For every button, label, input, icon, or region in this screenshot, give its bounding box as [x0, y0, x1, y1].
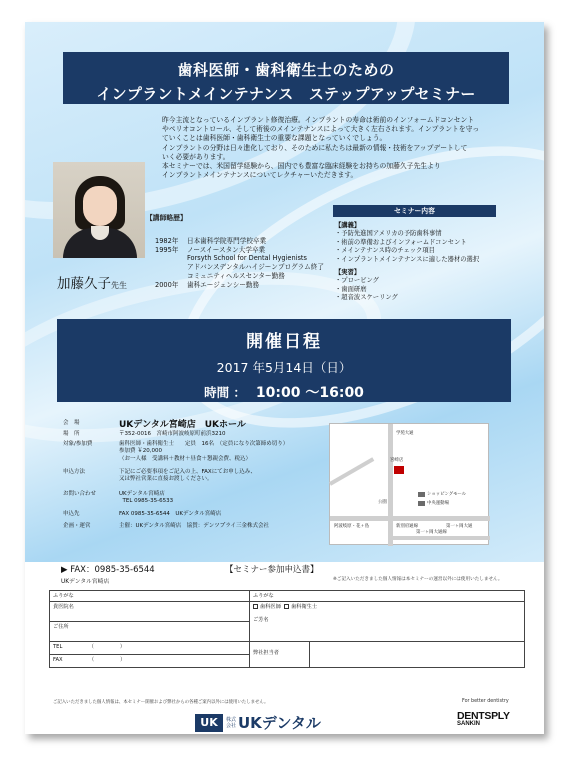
profile-text: アドバンスデンタルハイジーンプログラム終了 — [187, 263, 324, 272]
uk-dental-logo — [195, 712, 321, 733]
map-label: 第一ヶ岡大通 — [446, 524, 473, 529]
dentsply-logo — [457, 710, 510, 727]
profile-row — [155, 254, 355, 263]
lecture-item: ・インプラントメインテナンスに適した器材の選択 — [335, 255, 480, 263]
speaker-name — [57, 272, 127, 292]
form-label: （ ） — [88, 644, 126, 650]
info-row — [63, 511, 343, 518]
map-label: 公園 — [378, 500, 387, 505]
form-label: ご芳名 — [253, 617, 269, 623]
map-label: ショッピングモール — [427, 492, 467, 497]
info-row — [63, 469, 343, 483]
uk-name: UKデンタル — [238, 714, 321, 732]
intro-line: やペリオコントロール、そして術後のメインテナンスによって大きく左右されます。インプラントを守っ — [162, 125, 480, 134]
map-road — [329, 457, 374, 485]
map-road — [390, 536, 490, 540]
map-label: 新別府通線 — [396, 524, 418, 529]
tel-field[interactable] — [50, 642, 250, 655]
profile-year — [155, 263, 187, 272]
apply-text: 又は弊社営業に直接お渡しください。 — [119, 476, 213, 483]
fax-text: FAX：0985-35-6544 — [70, 565, 155, 575]
form-label: ふりがな — [53, 593, 74, 599]
lecture-item: ・術前の準備およびインフォームドコンセント — [335, 238, 467, 246]
map-road — [330, 516, 490, 521]
tagline: For better dentistry — [462, 699, 509, 704]
profile-row — [155, 246, 355, 255]
form-label: FAX — [53, 657, 63, 663]
fax-store: UKデンタル宮崎店 — [61, 579, 110, 585]
time-value: 10:00 〜16:00 — [255, 385, 364, 401]
intro-line: 本セミナーでは、米国留学経験から、国内でも豊富な臨床経験をお持ちの加藤久子先生より — [162, 162, 441, 171]
flyer-sheet — [25, 22, 544, 734]
info-label: 会 場 — [63, 420, 80, 426]
intro-text — [162, 116, 507, 180]
map-label: 中央運動場 — [427, 501, 449, 506]
form-label: 歯科医師 — [260, 604, 281, 610]
map-building — [418, 501, 425, 506]
contents-list — [335, 222, 535, 303]
uk-corp: 株式会社 — [226, 716, 237, 729]
organizer: 主催：UKデンタル宮崎店 協賛：デンツプライ三金株式会社 — [119, 522, 270, 529]
map-label: 第一ヶ岡大通線 — [416, 530, 447, 535]
form-label: 貴医院名 — [53, 604, 74, 610]
info-value — [119, 469, 343, 483]
target-text: 歯科医師・歯科衛生士 定員 16名 （定員になり次第締め切り） — [119, 441, 289, 448]
practice-heading: 【実習】 — [335, 269, 361, 277]
info-row — [63, 420, 343, 431]
fax-field[interactable] — [50, 655, 250, 668]
form-label: TEL — [53, 644, 63, 650]
fax-number — [61, 563, 155, 585]
profile-row — [155, 272, 355, 281]
title-line-2: インプラントメインテナンス ステップアップセミナー — [96, 85, 476, 103]
info-label: 申込先 — [63, 510, 80, 517]
profile-year: 1995年 — [155, 245, 179, 254]
info-label: 対象/参加費 — [63, 441, 93, 448]
profile-text: ノースイースタン大学卒業 — [187, 245, 266, 254]
info-row — [63, 441, 343, 463]
contact-tel: TEL 0985-35-6533 — [122, 498, 174, 505]
practice-item: ・超音波スケーリング — [335, 294, 398, 302]
contents-heading: セミナー内容 — [333, 205, 496, 217]
intro-line: いく必要があります。 — [162, 152, 230, 161]
privacy-note: ご記入いただきました個人情報は、本セミナー開催および弊社からの各種ご案内以外には使用いたしません。 — [53, 700, 269, 705]
info-label: 企画・運営 — [63, 522, 91, 529]
info-value — [119, 441, 343, 463]
schedule-heading: 開催日程 — [246, 332, 322, 352]
profile-heading: 【講師略歴】 — [146, 214, 187, 222]
speaker-name-text: 加藤久子 — [57, 276, 111, 292]
form-label: 弊社担当者 — [253, 650, 279, 656]
form-note: ※ご記入いただきました個人情報は本セミナーの運営以外には使用いたしません。 — [333, 577, 503, 582]
profile-list — [155, 237, 355, 289]
address-field[interactable] — [50, 622, 250, 642]
intro-line: インプラントメインテナンスについてレクチャーいただきます。 — [162, 171, 358, 180]
schedule-band — [57, 319, 511, 402]
info-row — [63, 491, 343, 505]
lecture-item: ・予防先進国アメリカの予防歯科事情 — [335, 230, 442, 238]
form-title: 【セミナー参加申込書】 — [225, 565, 319, 575]
profile-year — [155, 254, 187, 263]
speaker-photo — [53, 162, 145, 258]
schedule-date: 2017 年5月14日（日） — [216, 360, 352, 375]
map-label: 宮崎店 — [390, 458, 404, 463]
lecture-heading: 【講義】 — [335, 222, 361, 229]
map-label: 阿波岐原・花ヶ島 — [334, 524, 370, 529]
application-form — [49, 590, 525, 668]
checkbox-dentist[interactable] — [253, 604, 258, 609]
dentsply-name: DENTSPLY — [457, 710, 510, 722]
store-marker — [394, 466, 404, 474]
profile-row — [155, 237, 355, 246]
uk-mark: UK — [195, 714, 223, 732]
apply-fax: FAX 0985-35-6544 UKデンタル宮崎店 — [119, 510, 222, 517]
apply-text: 下記にご必要事項をご記入の上、FAXにてお申し込み、 — [119, 468, 257, 475]
fee-text: 参加費 ￥20,000 — [119, 448, 162, 455]
info-value — [119, 491, 343, 505]
furigana-cell[interactable] — [50, 591, 250, 602]
intro-line: インプラントの分野は日々進化しており、そのために私たちは最新の情報・技術をアップデートして — [162, 143, 468, 152]
access-map — [329, 423, 489, 545]
sankin-name: SANKIN — [457, 721, 481, 727]
intro-line: 昨今主流となっているインプラント修復治療。インプラントの寿命は術前のインフォームドコンセント — [162, 116, 475, 124]
profile-year: 2000年 — [155, 280, 179, 289]
profile-year — [155, 272, 187, 281]
form-label: ご住所 — [53, 624, 69, 630]
title-band — [63, 52, 509, 104]
info-label: 場 所 — [63, 431, 80, 437]
staff-field[interactable] — [310, 642, 525, 668]
info-row — [63, 431, 343, 438]
staff-label-cell — [250, 642, 310, 668]
venue-name: UKデンタル宮崎店 UKホール — [119, 420, 246, 430]
profile-text: Forsyth School for Dental Hygienists — [187, 254, 307, 263]
fax-symbol: ▶ — [61, 565, 71, 575]
map-label: 学苑大通 — [396, 431, 414, 436]
form-label: ふりがな — [253, 593, 274, 599]
profile-row — [155, 263, 355, 272]
practice-item: ・歯面研磨 — [335, 285, 367, 293]
title-line-1: 歯科医師・歯科衛生士のための — [177, 61, 395, 79]
furigana2-cell[interactable] — [250, 591, 525, 602]
map-building — [418, 492, 425, 497]
profile-text: 歯科エージェンシー勤務 — [187, 280, 260, 289]
profile-year: 1982年 — [155, 237, 179, 245]
profile-text: コミュニティヘルスセンター勤務 — [187, 271, 285, 280]
clinic-field[interactable] — [50, 602, 250, 622]
map-road — [388, 424, 393, 546]
intro-line: ていくことは歯科医師・歯科衛生士の重要な課題となっていくでしょう。 — [162, 134, 387, 143]
profile-text: 日本歯科学院専門学校卒業 — [187, 237, 267, 245]
info-label: お問い合わせ — [63, 491, 97, 498]
fee-detail: （お一人様 受講料＋教材＋昼食＋懇親会費、税込） — [119, 455, 252, 462]
contact-name: UKデンタル宮崎店 — [119, 491, 165, 498]
venue-address: 〒352-0016 宮崎市阿波岐原町前浜3210 — [119, 431, 226, 437]
profile-row — [155, 281, 355, 290]
form-label: 歯科衛生士 — [291, 604, 318, 610]
schedule-time — [57, 382, 511, 402]
name-field[interactable] — [250, 602, 525, 642]
form-label: （ ） — [89, 657, 126, 663]
flyer-background — [25, 22, 544, 562]
checkbox-hygienist[interactable] — [284, 604, 289, 609]
event-info — [63, 420, 343, 530]
time-label: 時間 ： — [204, 385, 246, 400]
info-label: 申込方法 — [63, 468, 86, 475]
info-row — [63, 523, 343, 530]
lecture-item: ・メインテナンス時のチェック項目 — [335, 247, 435, 255]
speaker-suffix: 先生 — [111, 281, 127, 290]
practice-item: ・プロービング — [335, 277, 379, 285]
